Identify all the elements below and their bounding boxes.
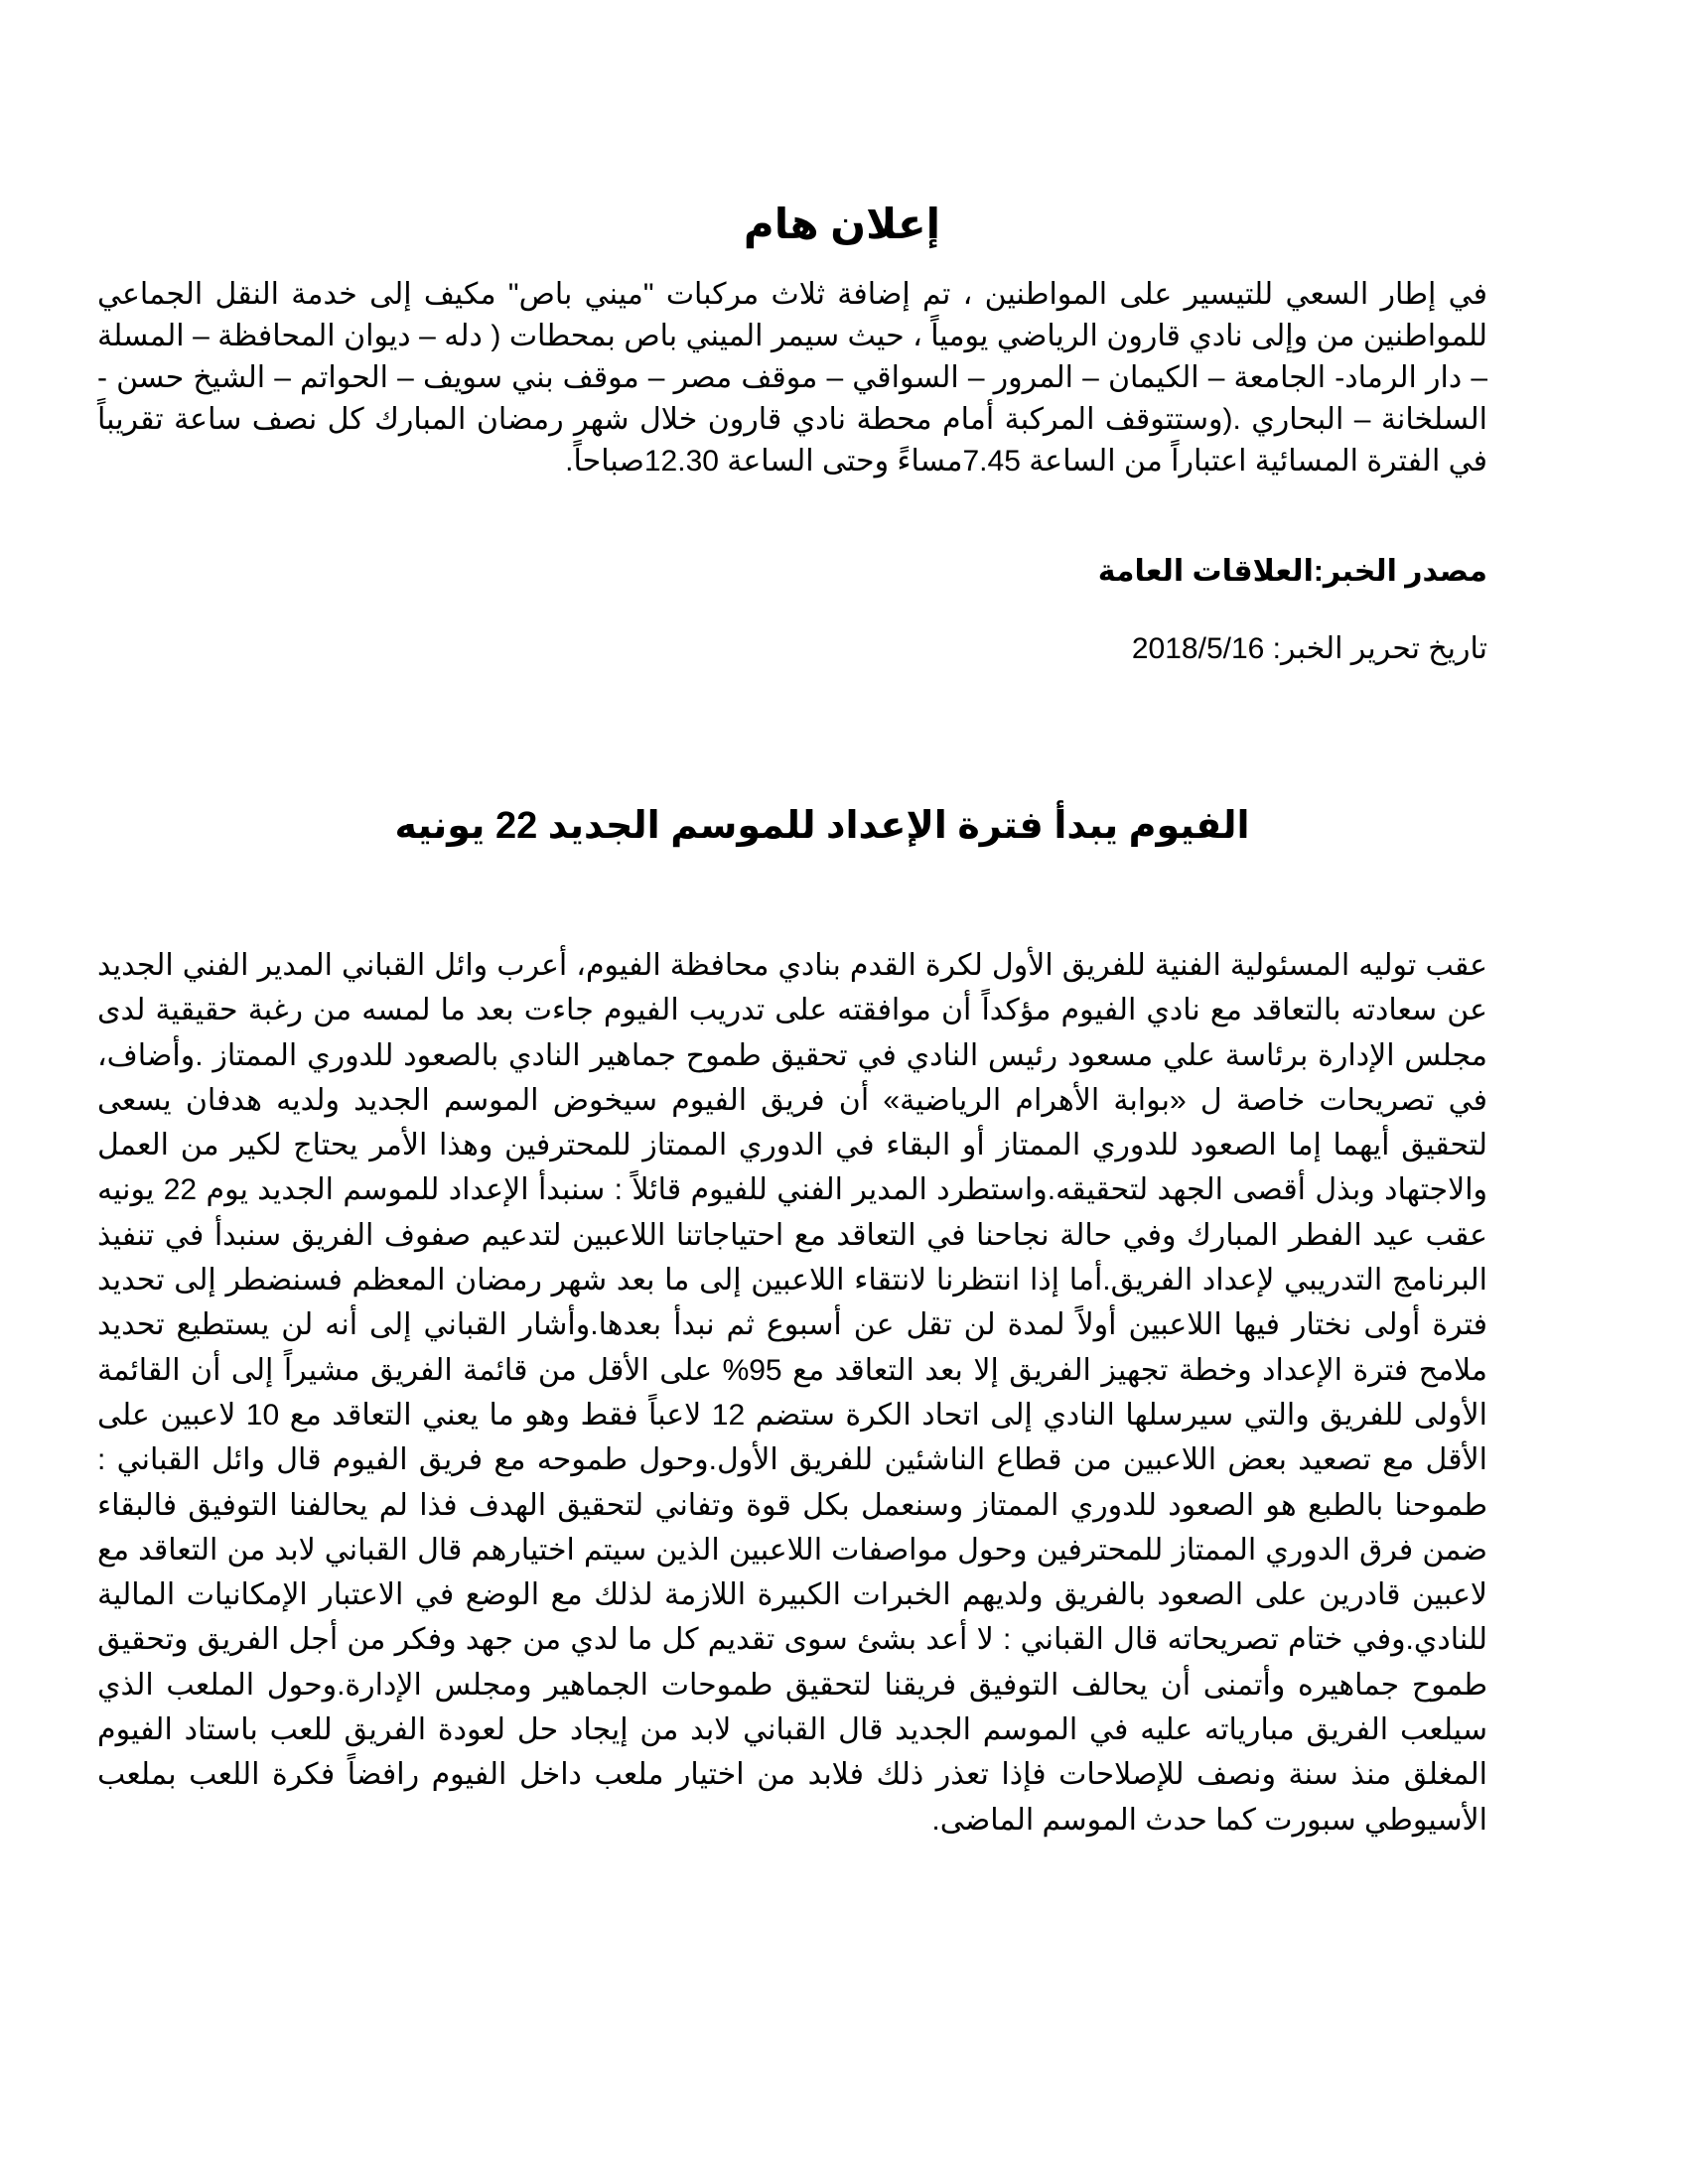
article-body: عقب توليه المسئولية الفنية للفريق الأول لكرة القدم بنادي محافظة الفيوم، أعرب وائل القباني المدير الفني الجديد عن سعادته بالتعاقد مع نادي الفيوم مؤكداً أن موافقته على تدريب الفيوم جاءت بعد ما لمسه من رغبة حقيقية لدى مجلس الإدارة برئاسة علي مسعود رئيس النادي في تحقيق طموح جماهير النادي بالصعود للدوري الممتاز .وأضاف، في تصريحات خاصة ل «بوابة الأهرام الرياضية» أن فريق الفيوم سيخوض الموسم الجديد ولديه هدفان يسعى لتحقيق أيهما إما الصعود للدوري الممتاز أو البقاء في الدوري الممتاز للمحترفين وهذا الأمر يحتاج لكير من العمل والاجتهاد وبذل أقصى الجهد لتحقيقه.واستطرد المدير الفني للفيوم قائلاً : سنبدأ الإعداد للموسم الجديد يوم 22 يونيه عقب عيد الفطر المبارك وفي حالة نجاحنا في التعاقد مع احتياجاتنا اللاعبين لتدعيم صفوف الفريق سنبدأ في تنفيذ البرنامج التدريبي لإعداد الفريق.أما إذا انتظرنا لانتقاء اللاعبين إلى ما بعد شهر رمضان المعظم فسنضطر إلى تحديد فترة أولى نختار فيها اللاعبين أولاً لمدة لن تقل عن أسبوع ثم نبدأ بعدها.وأشار القباني إلى أنه لن يستطيع تحديد ملامح فترة الإعداد وخطة تجهيز الفريق إلا بعد التعاقد مع 95% على الأقل من قائمة الفريق مشيراً إلى أن القائمة الأولى للفريق والتي سيرسلها النادي إلى اتحاد الكرة ستضم 12 لاعباً فقط وهو ما يعني التعاقد مع 10 لاعبين على الأقل مع تصعيد بعض اللاعبين من قطاع الناشئين للفريق الأول.وحول طموحه مع فريق الفيوم قال وائل القباني : طموحنا بالطبع هو الصعود للدوري الممتاز وسنعمل بكل قوة وتفاني لتحقيق الهدف فذا لم يحالفنا التوفيق فالبقاء ضمن فرق الدوري الممتاز للمحترفين وحول مواصفات اللاعبين الذين سيتم اختيارهم قال القباني لابد من التعاقد مع لاعبين قادرين على الصعود بالفريق ولديهم الخبرات الكبيرة اللازمة لذلك مع الوضع في الاعتبار الإمكانيات المالية للنادي.وفي ختام تصريحاته قال القباني : لا أعد بشئ سوى تقديم كل ما لدي من جهد وفكر من أجل الفريق وتحقيق طموح جماهيره وأتمنى أن يحالف التوفيق فريقنا لتحقيق طموحات الجماهير ومجلس الإدارة.وحول الملعب الذي سيلعب الفريق مبارياته عليه في الموسم الجديد قال القباني لابد من إيجاد حل لعودة الفريق للعب باستاد الفيوم المغلق منذ سنة ونصف للإصلاحات فإذا تعذر ذلك فلابد من اختيار ملعب داخل الفيوم رافضاً فكرة اللعب بملعب الأسيوطي سبورت كما حدث الموسم الماضى. (97, 949, 1488, 1837)
announcement-title: إعلان هام (743, 201, 941, 247)
article-title: الفيوم يبدأ فترة الإعداد للموسم الجديد 22 يونيه (394, 805, 1250, 847)
announcement-body: في إطار السعي للتيسير على المواطنين ، تم إضافة ثلاث مركبات "ميني باص" مكيف إلى خدمة النقل الجماعي للمواطنين من وإلى نادي قارون الرياضي يومياً ، حيث سيمر الميني باص بمحطات ( دله – ديوان المحافظة – المسلة – دار الرماد- الجامعة – الكيمان – المرور – السواقي – موقف مصر – موقف بني سويف – الحواتم – الشيخ حسن - السلخانة – البحاري .(وستتوقف المركبة أمام محطة نادي قارون خلال شهر رمضان المبارك كل نصف ساعة تقريباً في الفترة المسائية اعتباراً من الساعة 7.45مساءً وحتى الساعة 12.30صباحاً. (97, 278, 1487, 478)
news-date: تاريخ تحرير الخبر: 2018/5/16 (1131, 632, 1487, 665)
news-source: مصدر الخبر:العلاقات العامة (1097, 555, 1487, 588)
